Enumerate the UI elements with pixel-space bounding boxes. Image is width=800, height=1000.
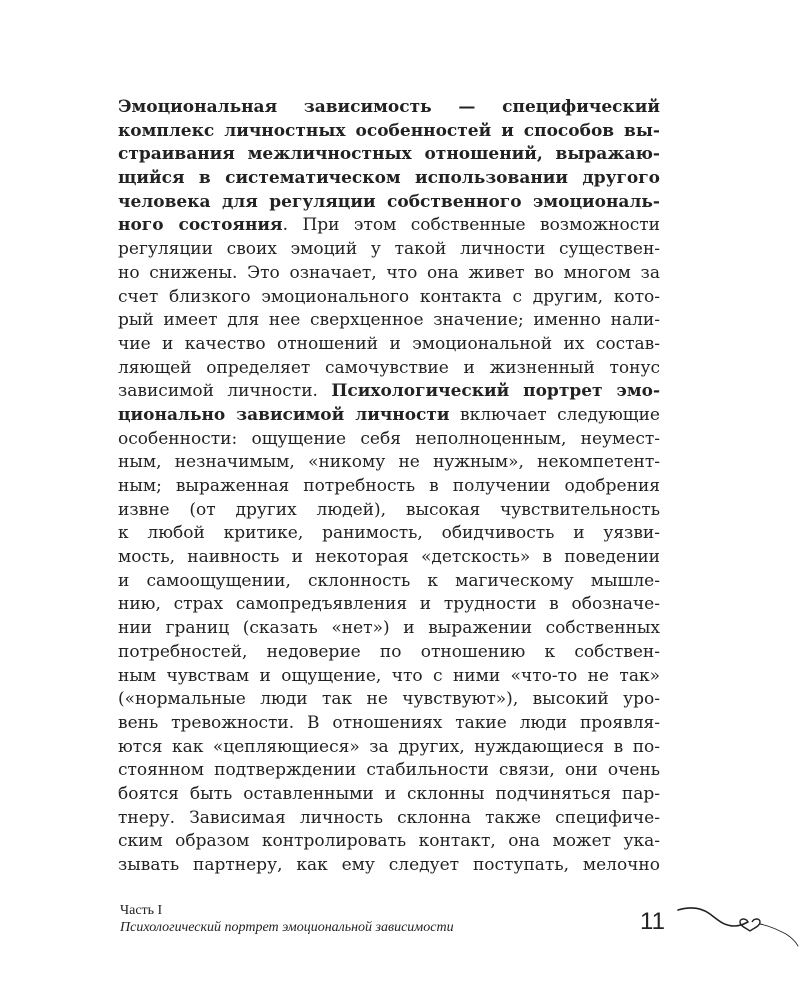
main-paragraph	[118, 96, 660, 878]
bold-text-segment: Эмоциональная зависимость — специфический	[118, 97, 660, 117]
text-line	[118, 143, 660, 167]
text-line	[118, 688, 660, 712]
text-line	[118, 759, 660, 783]
text-line	[118, 167, 660, 191]
text-segment: к любой критике, ранимость, обидчивость и уязви-	[118, 523, 660, 544]
text-line	[118, 333, 660, 357]
text-segment: нии границ (сказать «нет») и выражении собственных	[118, 618, 660, 639]
text-line	[118, 830, 660, 854]
bold-text-segment: комплекс личностных особенностей и способов вы-	[118, 120, 660, 141]
bold-text-segment: ционально зависимой личности	[118, 404, 450, 425]
text-segment: рый имеет для нее сверхценное значение; именно нали-	[118, 310, 660, 331]
text-line	[118, 783, 660, 807]
text-segment: ляющей определяет самочувствие и жизненный тонус	[118, 357, 661, 378]
text-segment: вень тревожности. В отношениях такие люди проявля-	[118, 712, 660, 733]
text-segment: («нормальные люди так не чувствуют»), высокий уро-	[118, 689, 660, 710]
bold-text-segment: страивания межличностных отношений, выражаю-	[118, 144, 660, 165]
bold-text-segment: Психологический портрет эмо-	[331, 381, 661, 402]
page-number: 11	[640, 908, 665, 935]
text-segment: стоянном подтверждении стабильности связи, они очень	[118, 760, 660, 781]
text-segment: нию, страх самопредъявления и трудности в обозначе-	[118, 594, 660, 615]
heart-flourish-icon	[674, 900, 800, 950]
text-segment: ются как «цепляющиеся» за других, нуждающиеся в по-	[118, 736, 661, 757]
text-line	[118, 522, 660, 546]
text-segment: ным, незначимым, «никому не нужным», некомпетент-	[118, 452, 660, 473]
text-segment: счет близкого эмоционального контакта с другим, кото-	[118, 286, 660, 307]
text-line	[118, 357, 660, 381]
text-line	[118, 286, 660, 310]
text-line	[118, 736, 660, 760]
text-segment: мость, наивность и некоторая «детскость» в поведении	[118, 547, 660, 568]
text-line	[118, 807, 660, 831]
text-segment: и самоощущении, склонность к магическому мышле-	[118, 570, 660, 591]
text-line	[118, 404, 660, 428]
text-line	[118, 641, 660, 665]
text-line	[118, 309, 660, 333]
text-segment: особенности: ощущение себя неполноценным, неумест-	[118, 428, 660, 449]
running-footer-subtitle: Психологический портрет эмоциональной зависимости	[120, 920, 454, 935]
text-segment: тнеру. Зависимая личность склонна также специфиче-	[118, 807, 660, 828]
text-line	[118, 428, 660, 452]
text-line	[118, 570, 660, 594]
text-line	[118, 854, 660, 878]
bold-text-segment: щийся в систематическом использовании другого	[118, 168, 660, 189]
text-line	[118, 475, 660, 499]
text-segment: потребностей, недоверие по отношению к собствен-	[118, 641, 660, 662]
text-line	[118, 262, 660, 286]
text-line	[118, 593, 660, 617]
text-segment: зависимой личности.	[118, 381, 332, 402]
text-segment: . При этом собственные возможности	[282, 215, 660, 236]
running-footer-section: Часть I	[120, 903, 163, 918]
text-line	[118, 380, 660, 404]
text-segment: ным; выраженная потребность в получении одобрения	[118, 476, 660, 496]
text-line	[118, 96, 660, 120]
text-line	[118, 120, 660, 144]
text-line	[118, 712, 660, 736]
bold-text-segment: ного состояния	[118, 215, 283, 236]
text-segment: регуляции своих эмоций у такой личности существен-	[118, 239, 661, 260]
bold-text-segment: человека для регуляции собственного эмоциональ-	[118, 191, 660, 212]
text-line	[118, 665, 660, 689]
text-line	[118, 499, 660, 523]
text-segment: но снижены. Это означает, что она живет во многом за	[118, 262, 660, 283]
text-segment: извне (от других людей), высокая чувствительность	[118, 499, 660, 520]
text-line	[118, 238, 660, 262]
text-segment: ским образом контролировать контакт, она может ука-	[118, 831, 661, 852]
text-line	[118, 617, 660, 641]
text-line	[118, 214, 660, 238]
text-segment: боятся быть оставленными и склонны подчиняться пар-	[118, 783, 661, 804]
text-line	[118, 546, 660, 570]
text-line	[118, 191, 660, 215]
text-segment: зывать партнеру, как ему следует поступать, мелочно	[118, 855, 660, 875]
text-line	[118, 451, 660, 475]
text-segment: чие и качество отношений и эмоциональной их состав-	[118, 333, 660, 354]
text-segment: включает следующие	[449, 404, 660, 425]
text-segment: ным чувствам и ощущение, что с ними «что-то не так»	[118, 665, 660, 686]
